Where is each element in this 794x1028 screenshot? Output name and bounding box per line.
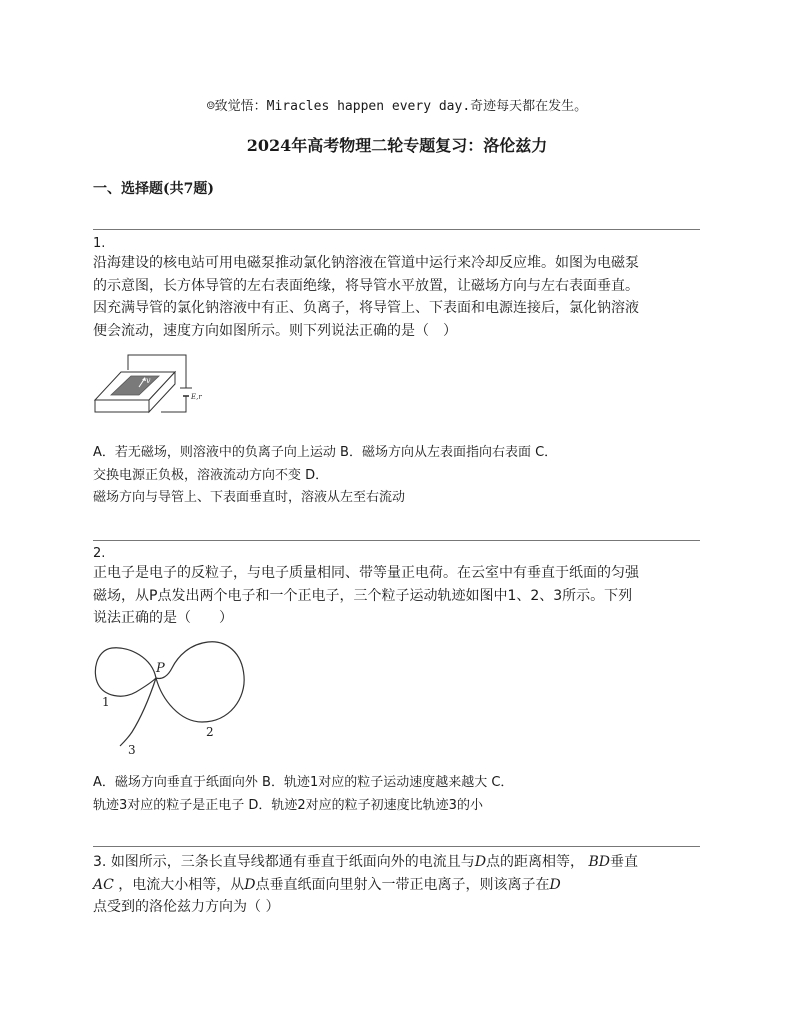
track-2-label: 2 (206, 725, 214, 739)
source-label: E,r (191, 393, 202, 401)
page-title: 2024年高考物理二轮专题复习：洛伦兹力 (246, 136, 548, 155)
question-line: 正电子是电子的反粒子，与电子质量相同、带等量正电荷。在云室中有垂直于纸面的匀强 (93, 565, 639, 581)
question-line (93, 874, 705, 897)
track-1-label: 1 (102, 695, 110, 709)
track-3-label: 3 (128, 743, 136, 756)
divider (93, 229, 700, 230)
math-symbol: BD (588, 854, 611, 870)
question-number: 2. (93, 546, 106, 561)
question-text-fragment: 如图所示，三条长直导线都通有垂直于纸面向外的电流且与 (110, 854, 475, 870)
question-text-fragment: 点垂直纸面向里射入一带正电离子，则该离子在 (255, 876, 550, 893)
math-symbol: AC (93, 876, 114, 893)
math-symbol: D (474, 854, 487, 870)
point-p-label: P (156, 661, 165, 676)
question-line: 便会流动，速度方向如图所示。则下列说法正确的是（ ） (93, 322, 457, 339)
electromagnetic-pump-figure (91, 352, 211, 424)
question-line: 说法正确的是（ ） (93, 610, 233, 626)
question-text-fragment: 点的距离相等， (486, 854, 585, 870)
question-line: 因充满导管的氯化钠溶液中有正、负离子，将导管上、下表面和电源连接后，氯化钠溶液 (93, 300, 639, 316)
motto: ☺致觉悟：Miracles happen every day.奇迹每天都在发生。 (206, 99, 588, 114)
question-3-text (93, 851, 705, 919)
question-number: 1. (93, 236, 106, 251)
question-1-text (93, 252, 705, 342)
option-line: A．若无磁场，则溶液中的负离子向上运动 B．磁场方向从左表面指向右表面 C． (93, 445, 558, 460)
section-heading: 一、选择题(共7题) (93, 181, 214, 197)
question-line: 磁场，从P点发出两个电子和一个正电子，三个粒子运动轨迹如图中1、2、3所示。下列 (93, 587, 633, 604)
question-2-text (93, 562, 705, 630)
question-line: 点受到的洛伦兹力方向为（ ） (93, 899, 280, 915)
question-text-fragment: ，电流大小相等，从 (118, 876, 245, 893)
velocity-label: v (146, 376, 151, 385)
question-1-options (93, 442, 705, 510)
question-line: 的示意图，长方体导管的左右表面绝缘，将导管水平放置，让磁场方向与左右表面垂直。 (93, 277, 639, 294)
option-line: 交换电源正负极，溶液流动方向不变 D． (93, 467, 329, 483)
option-line: 轨迹3对应的粒子是正电子 D．轨迹2对应的粒子初速度比轨迹3的小 (93, 797, 483, 813)
math-symbol: D (549, 876, 561, 893)
question-number: 3. (93, 854, 107, 870)
divider (93, 540, 700, 541)
question-text-fragment: 垂直 (610, 854, 639, 870)
option-line: A．磁场方向垂直于纸面向外 B．轨迹1对应的粒子运动速度越来越大 C． (93, 775, 514, 790)
option-line: 磁场方向与导管上、下表面垂直时，溶液从左至右流动 (93, 490, 406, 505)
question-2-options (93, 772, 705, 817)
particle-tracks-figure (90, 638, 255, 756)
divider (93, 846, 700, 847)
math-symbol: D (244, 876, 256, 893)
question-line (93, 851, 705, 874)
question-line: 沿海建设的核电站可用电磁泵推动氯化钠溶液在管道中运行来冷却反应堆。如图为电磁泵 (93, 255, 639, 271)
